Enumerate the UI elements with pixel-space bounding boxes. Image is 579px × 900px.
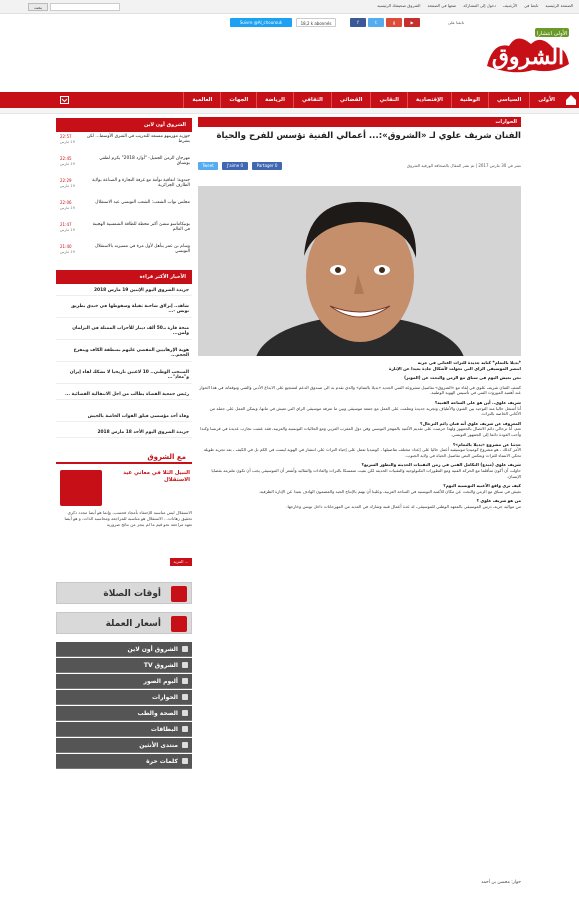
list-item[interactable]: جريدة الشروق اليوم الإثنين 19 مارس 2018 [56,287,192,296]
list-item[interactable]: المنتخب الوطني.. 10 لاعبين تاريخيا لا تشكك لقاء إيران و"معاذ"... [56,369,192,384]
news-text[interactable]: جندوبة: اتفاقية توأمة مع غرفة التجارة و الصناعة بولاية الطارف الجزائرية [92,178,190,189]
news-text[interactable]: مجلس نواب الشعب: الشعب التونسي عيد الاستقلال [95,200,190,205]
article-paragraph: نحن نعيش اليوم في سباق مع الزمن والبحث عن (الموبز) [404,375,521,381]
sidebar-item-online[interactable] [56,642,192,657]
nav-item-judicial[interactable]: القضائي [331,92,371,108]
sidebar-item-label: الشروق TV [143,662,178,669]
more-button[interactable]: المزيد ... [170,558,192,566]
currency-rates-label: أسعار العملة [105,619,161,629]
sidebar-item-forum[interactable] [56,738,192,753]
top-link-homepage[interactable]: ضعها في الصفحة [427,3,457,8]
sidebar-online-header[interactable]: الشروق أون لاين [56,118,192,132]
sidebar-item-health[interactable] [56,706,192,721]
logo-text: الشروق [491,44,565,70]
news-text[interactable]: مهرجان الزمن الجميل- "أوارد 2018" يكرم لطفي بوشناق [99,156,190,167]
article-photo [198,186,521,356]
top-link-home[interactable]: الصفحة الرئيسية [545,3,573,8]
sidebar-item-label: البطاقات [150,726,178,733]
search-button[interactable]: بحث [28,3,48,11]
nav-item-first[interactable]: الأولى [529,92,563,108]
youtube-icon[interactable]: ▶ [404,18,420,27]
article-question: شريف علوي.. أين هو على الساحة الفنية؟ [434,399,521,405]
globe-icon [182,646,188,652]
twitter-icon[interactable]: t [368,18,384,27]
list-item[interactable]: جريدة الشروق اليوم الأحد 18 مارس 2018 [56,429,192,438]
top-link-archive[interactable]: الأرشيف [503,3,518,8]
followers-count: 18,2 k abonnés [296,18,336,27]
top-bar [0,0,579,14]
tv-icon [182,662,188,668]
chat-icon [182,694,188,700]
article-paragraph: أنا أشتغل حاليا منذ التوحيد بين الفنون والأطياف وتجربة جديدة وتعلمت على العمل مع جمعة موسيقى وبين ما تعرفه موسيقى الراي التي تعيش في ماتها، ويمكن العمل على جملة من الأغاني الخاصة بالتراث. [209,405,521,417]
article-body [198,360,521,509]
news-item[interactable] [56,134,192,145]
news-date: 19 مارس [60,228,75,232]
nav-item-economic[interactable]: الإقتصادية [407,92,451,108]
sidebar-item-tv[interactable] [56,658,192,673]
list-item[interactable]: وفاة أحد مؤسسي فيلق القوات الخاصة بالجيش [56,413,192,422]
site-logo[interactable] [483,24,573,82]
follow-us-label: تابعنا على [447,20,464,25]
article-title: الفنان شريف علوي لـ «الشروق»:... أعمالي الفنية تؤسس للفرح والحياة [216,131,521,141]
sidebar-item-label: الحوارات [152,694,178,701]
prayer-times-button[interactable] [56,582,192,604]
news-item[interactable] [56,200,192,210]
sub-nav [0,108,579,114]
pen-icon [182,758,188,764]
logo-graphic [483,24,573,82]
top-link-default[interactable]: الشروق صحيفتك الرئيسية [377,3,421,8]
article-paragraph: نعيش في سباق مع الزمن والبحث عن مكان للأغنية التونسية في الساحة العربية، وعلينا أن نهتم بالإنتاج الجيد والمضمون الهادف بعيدا عن الإثارة الظرفية. [258,488,521,494]
nav-item-political[interactable]: السياسي [488,92,529,108]
article-paragraph: من مواليد جربة، درس الموسيقى بالمعهد الوطني للموسيقى، له عدة أعمال فنية وشارك في العديد من المهرجانات داخل تونس وخارجها. [286,503,521,509]
googleplus-icon[interactable]: g [386,18,402,27]
sidebar-item-label: ألبوم الصور [143,678,178,685]
news-text[interactable]: وسام بن عمر يتأهل لأول مرة في مسيرته بالاستقلال التونسي [94,244,190,255]
news-item[interactable] [56,222,192,233]
sidebar-item-label: الشروق أون لاين [127,646,178,653]
sidebar-item-photos[interactable] [56,674,192,689]
forum-icon [182,742,188,748]
prayer-times-label: أوقات الصلاة [103,589,161,599]
news-item[interactable] [56,156,192,167]
article-paragraph: حاولت أن أكون متأقلما مع الحركة الفنية ومع التطورات التكنولوجية والتقنيات الحديثة لكن بقيت متمسكا بالتراث والعادات والتقاليد وأشعر أن الموسيقى يجب أن تكون ملتزمة بقضايا الإنسان. [211,467,521,479]
mosque-icon [171,586,187,602]
search-input[interactable] [50,3,120,11]
sidebar-mostread-header: الأخبار الأكثر قراءة [56,270,192,284]
twitter-follow-button[interactable]: Suivre @Al_chourouk [230,18,292,27]
list-item[interactable]: شاهد.. إنزلاق شاحنة ثقيلة وسقوطها في خندق بطريق تونس -... [56,303,192,318]
top-link-login[interactable]: دخول إلى المشاركة [463,3,497,8]
article-paragraph: الأمر كذلك ، هو مشروع كوميديا موسيقية أعمل حاليا على إعداد مختلف تفاصيلها ، كوميديا تعمل على إحياء التراث على انتشار في الهوية ليست في الكم بل في الكيف ، بعد تجربة طويلة تحكي الانتماء للتراث ويعكس النص تفاصيل الحياة في ولاية الجنوب. [203,447,521,458]
news-date: 19 مارس [60,140,75,144]
breadcrumb[interactable]: الحوارات [198,117,521,127]
health-icon [182,710,188,716]
opinion-logo-image [60,470,102,506]
news-text[interactable]: جوزيه مورينهو مستعد للتدريب في الشرق الأوسط... لكن بشرط [86,134,190,145]
opinion-header: مع الشروق [56,450,192,464]
tweet-button[interactable]: Tweet [198,162,218,170]
currency-icon [171,616,187,632]
sidebar-item-label: الصحة والطب [137,710,178,717]
article-question: كيف ترى واقع الأغنية التونسية اليوم؟ [443,483,521,489]
logo-tagline: الأولى انتشارا [536,31,568,37]
card-icon [182,726,188,732]
article-author: حوار: محسن بن أحمد [481,880,521,885]
nav-item-union[interactable]: النقابي [370,92,406,108]
news-item[interactable] [56,244,192,255]
article-question: المعروف عن شريف علوي أنه فنان دائم الترحال؟ [420,420,521,426]
camera-icon [182,678,188,684]
news-date: 19 مارس [60,206,75,210]
main-nav [0,92,579,108]
like-button[interactable]: J'aime 0 [222,162,248,170]
news-time: 22:06 [60,200,72,205]
article-paragraph: انتصر الموسيقى الراي التي تحولت لأشكال جادة بعيدا عن الإثارة [389,365,521,371]
article-paragraph: *بديلا بالتمام* كتابة جديدة للتراث الغنائي في جربة [417,360,521,365]
article-paragraph: نعم، أنا ترحالي دائم الاتصال بالجمهور ولهذا حرصت على تقديم الأغنية بالمهجر التونسي وفي دول المغرب العربي ومع الجاليات التونسية والعربية، فقد عشت تجارب عديدة في فرنسا وكندا وأحب العودة دائما إلى الجمهور التونسي. [200,426,521,437]
news-text[interactable]: بوتيكاماسو تنشئ أكبر محطة للطاقة الشمسية الهجينة في العالم [92,222,190,233]
sidebar-item-label: منتدى الأنثين [139,742,178,749]
news-item[interactable] [56,178,192,189]
sidebar-item-label: كلمات حرة [146,758,178,765]
list-item[interactable]: هوية الإرهابيين المقضي عليهم بمنطقة الكاف ويتفرع الحجم... [56,347,192,362]
article-question: من هو شريف علوي ؟ [476,498,521,504]
share-button[interactable]: Partager 0 [252,162,282,170]
news-time: 22:29 [60,178,72,183]
opinion-text: الاستقلال ليس مناسبة للإحتفاء بأمجاد فحسب، وإنما هو أيضا مجدد ذكرى تحقيق رهانات... الاستقلال هو مناسبة للمراجعة ومحاسبة الذات، و هو أيضا تعهد مراجعة نحو قيم ما لم ينجز من نتائج ضرورية [64,510,192,527]
nav-item-national[interactable]: الوطنية [451,92,488,108]
news-date: 19 مارس [60,184,75,188]
article-meta: نشر في 30 مارس 2017 | تم نشر المقال بالصحافة الورقية الشروق [407,163,521,168]
sidebar-item-free-words[interactable] [56,754,192,769]
news-time: 21:47 [60,222,72,227]
menu-icon[interactable] [60,96,69,104]
article-question: حدثنا عن مشروع «بديلا بالتمام»؟ [452,441,521,447]
opinion-heading[interactable]: النبيل الثلا في معاني عيد الاستقلال [123,470,190,483]
news-date: 19 مارس [60,250,75,254]
top-links [377,3,573,8]
article-question: شريف علوي (مبدع) التكامل الفني في زمن التقنيات الحديثة والتطور السريع؟ [361,462,521,468]
news-time: 22:57 [60,134,72,139]
sidebar-item-interviews[interactable] [56,690,192,705]
nav-item-world[interactable]: العالمية [183,92,220,108]
list-item[interactable]: منحة قارة بـ50 ألف دينار للأحزاب الممثلة في البرلمان ولمن... [56,325,192,340]
home-icon[interactable] [563,92,579,108]
sidebar-item-cards[interactable] [56,722,192,737]
nav-item-cultural[interactable]: الثقافي [293,92,331,108]
nav-item-sports[interactable]: الرياضة [256,92,293,108]
facebook-icon[interactable]: f [350,18,366,27]
currency-rates-button[interactable] [56,612,192,634]
news-time: 22:45 [60,156,72,161]
top-link-follow[interactable]: تابعنا في [524,3,539,8]
article-paragraph: كشف الفنان شريف علوي في لقاء مع «الشروق» تفاصيل مشروعه الفني الجديد «بديلا بالتمام» والذي تقدم به الى صندوق الدعم لتشجيع على الابداع الأدبي والفني وتوقعاته في هذا الحوار عند أهمية الموروث الفني في تأسيس الهوية الوطنية. [199,384,521,396]
news-date: 19 مارس [60,162,75,166]
nav-item-regions[interactable]: الجهات [220,92,256,108]
list-item[interactable]: رئيس جمعية القضاة يطالب من اجل الانتقالية القضائية ... [56,391,192,400]
news-time: 21:40 [60,244,72,249]
